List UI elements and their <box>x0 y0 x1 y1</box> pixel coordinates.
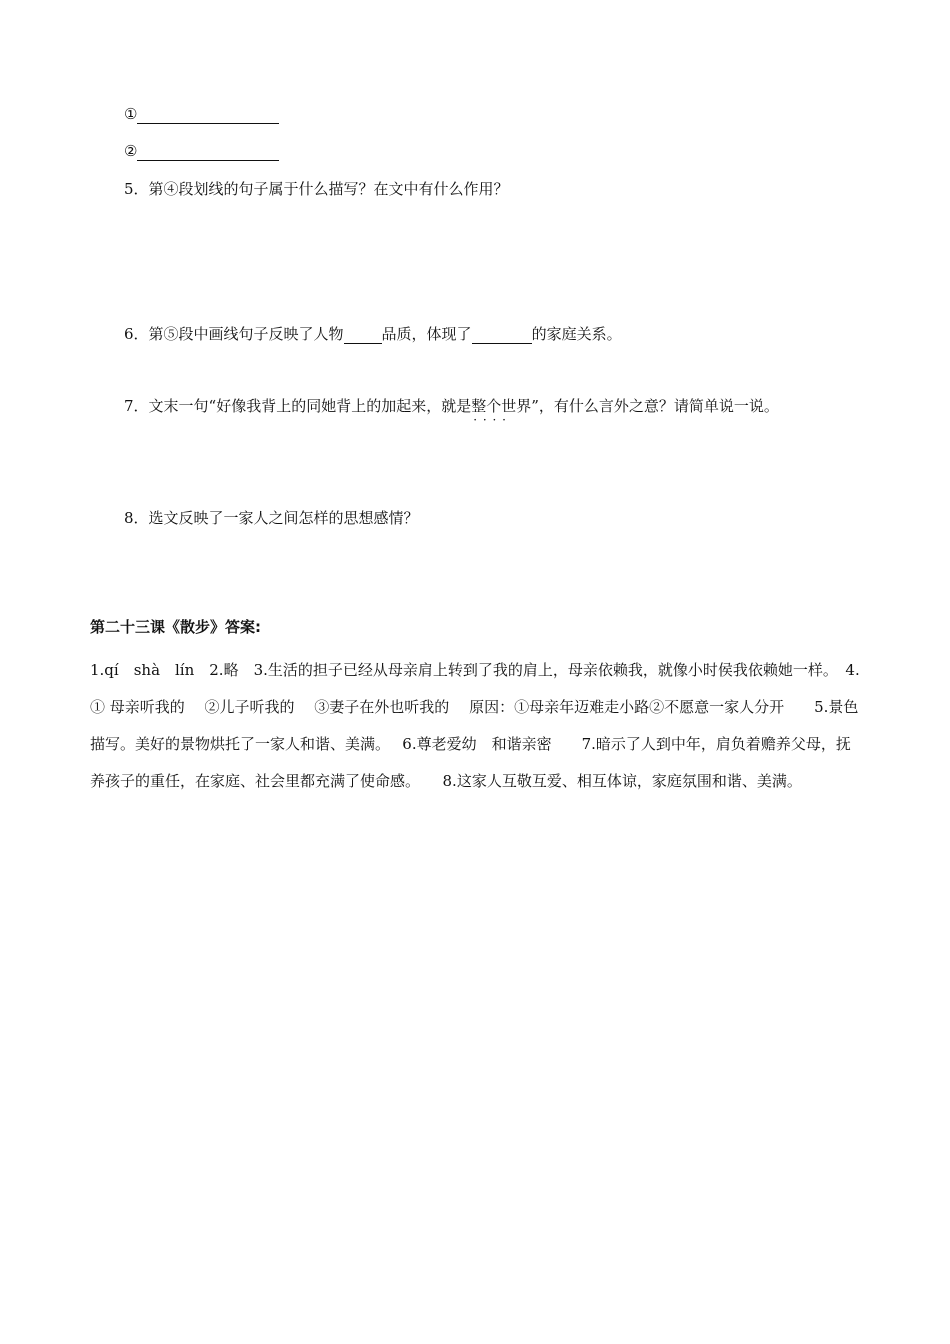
question-6-blank-b <box>472 327 532 344</box>
question-5: 5．第④段划线的句子属于什么描写？在文中有什么作用？ <box>124 180 509 198</box>
question-8: 8．选文反映了一家人之间怎样的思想感情？ <box>124 509 419 527</box>
blank-2-label: ② <box>124 142 138 160</box>
question-6-text-c: 的家庭关系。 <box>531 325 622 343</box>
blank-1-label: ① <box>124 105 138 123</box>
question-6 <box>124 324 622 344</box>
question-7-emphasis: 整个世界 · · <box>471 396 531 416</box>
answer-blank-2 <box>124 141 279 161</box>
question-7 <box>124 396 779 416</box>
answer-section-title: 第二十三课《散步》答案: <box>90 618 261 636</box>
answer-text: 1.qí shà lín 2.略 3.生活的担子已经从母亲肩上转到了我的肩上，母亲依赖我，就像小时侯我依赖她一样。 4. ① 母亲听我的 ②儿子听我的 ③妻子在外也听我的 原因：①母亲年迈难走小路②不愿意一家人分开 5.景色描写。美好的景物烘托了一家人和谐、美满。 6.尊老爱幼 和谐亲密 7.暗示了人到中年，肩负着赡养父母，抚养孩子的重任，在家庭、社会里都充满了使命感。 8.这家人互敬互爱、相互体谅，家庭氛围和谐、美满。 <box>90 661 860 790</box>
question-7-text-b: ”，有什么言外之意？请简单说一说。 <box>531 397 779 415</box>
question-6-text-b: 品质，体现了 <box>381 325 472 343</box>
question-6-blank-a <box>344 327 382 344</box>
blank-1-line <box>137 107 279 124</box>
answer-blank-1 <box>124 104 279 124</box>
question-7-text-a: 7．文末一句“好像我背上的同她背上的加起来，就是 <box>124 397 472 415</box>
question-6-text-a: 6．第⑤段中画线句子反映了人物 <box>124 325 344 343</box>
blank-2-line <box>137 144 279 161</box>
answer-section-body <box>90 652 862 800</box>
